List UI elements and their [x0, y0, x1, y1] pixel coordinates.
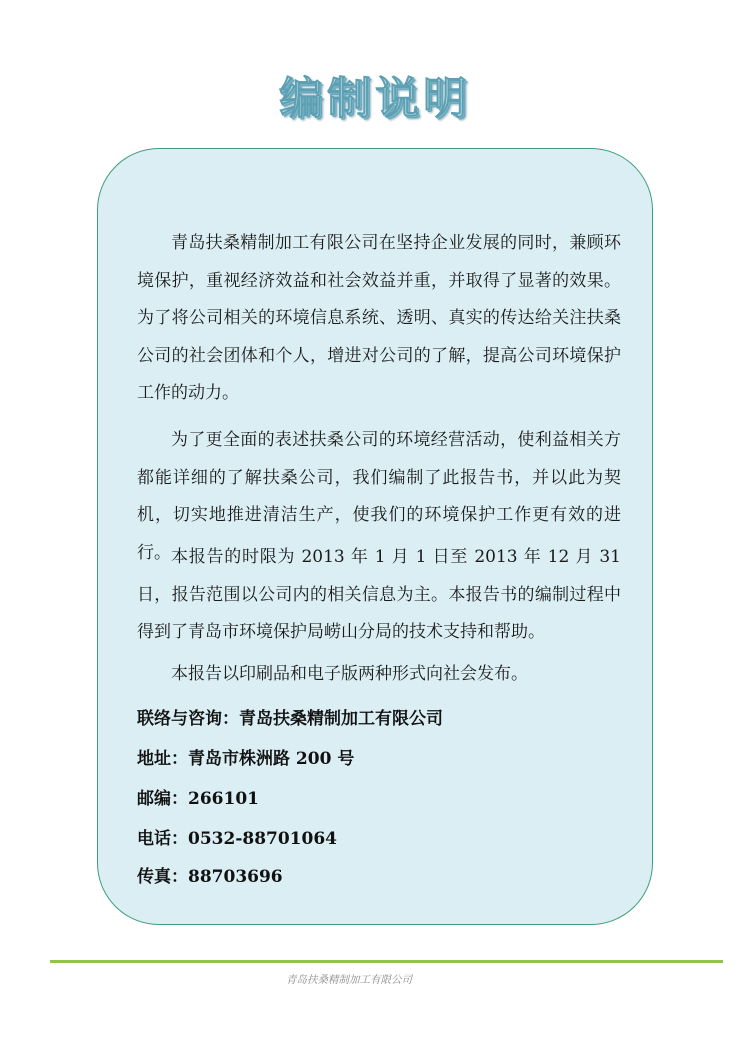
paragraph-purpose: 为了更全面的表述扶桑公司的环境经营活动，使利益相关方都能详细的了解扶桑公司，我们编制了此报告书，并以此为契机，切实地推进清洁生产，使我们的环境保护工作更有效的进行。	[137, 430, 621, 563]
page-title: 编制说明	[279, 73, 471, 124]
paragraph-scope: 本报告的时限为 2013 年 1 月 1 日至 2013 年 12 月 31 日，报告范围以公司内的相关信息为主。本报告书的编制过程中得到了青岛市环境保护局崂山分局的技术支持和帮助。	[137, 547, 621, 642]
contact-postcode: 邮编：266101	[137, 789, 259, 809]
contact-address: 地址：青岛市株洲路 200 号	[137, 749, 355, 769]
contact-fax: 传真：88703696	[137, 867, 283, 887]
paragraph-intro: 青岛扶桑精制加工有限公司在坚持企业发展的同时，兼顾环境保护，重视经济效益和社会效益并重，并取得了显著的效果。为了将公司相关的环境信息系统、透明、真实的传达给关注扶桑公司的社会团体和个人，增进对公司的了解，提高公司环境保护工作的动力。	[137, 233, 621, 403]
footer-divider	[50, 960, 723, 963]
contact-consult: 联络与咨询：青岛扶桑精制加工有限公司	[137, 709, 443, 729]
contact-phone: 电话：0532-88701064	[137, 829, 337, 849]
footer-company-name: 青岛扶桑精制加工有限公司	[286, 974, 412, 986]
paragraph-publication: 本报告以印刷品和电子版两种形式向社会发布。	[171, 664, 528, 684]
